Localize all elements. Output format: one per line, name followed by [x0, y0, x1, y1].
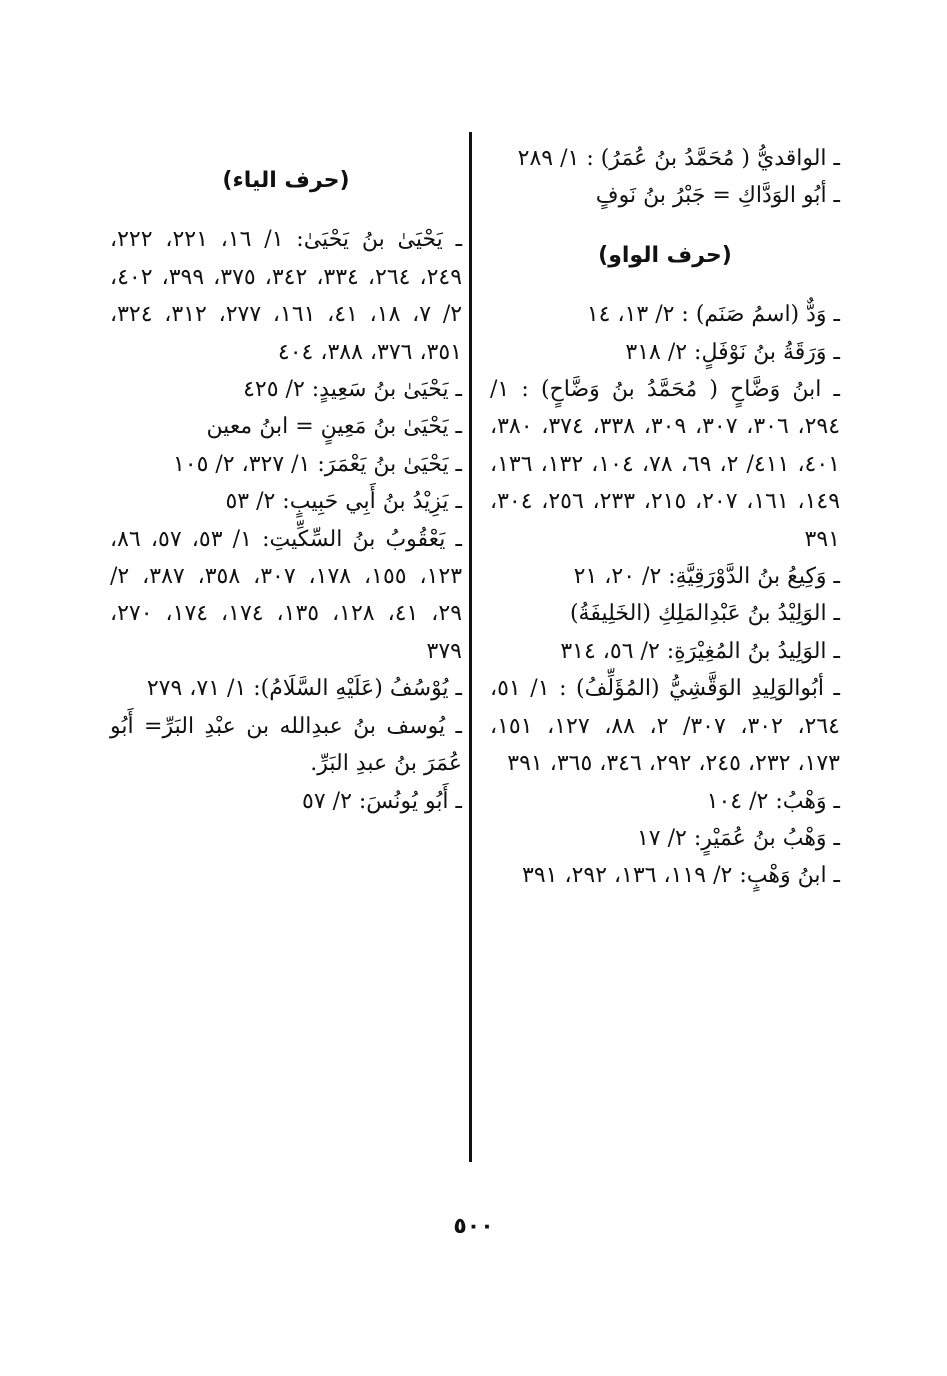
index-entry: ـ الواقديُّ ( مُحَمَّدُ بنُ عُمَرُ) : ١/ ٢٨٩ — [517, 146, 840, 171]
index-entry: ـ الوَلِيدُ بنُ المُغِيْرَةِ: ٢/ ٥٦، ٣١٤ — [560, 638, 840, 664]
index-entry: ـ يُوسف بنُ عبدِالله بن عبْدِ البَرِّ= أَبُو عُمَرَ بنُ عبدِ البَرِّ. — [110, 713, 462, 777]
index-entry: ـ وَهْبُ: ٢/ ١٠٤ — [706, 788, 840, 814]
index-entry: ـ يَحْيَىٰ بنُ يَحْيَىٰ: ١/ ١٦، ٢٢١، ٢٢٢، ٢٤٩، ٢٦٤، ٣٣٤، ٣٤٢، ٣٧٥، ٣٩٩، ٤٠٢، ٢/ ٧، ١٨، ٤١، ١٦١، ٢٧٧، ٣١٢، ٣٢٤، ٣٥١، ٣٧٦، ٣٨٨، ٤٠٤ — [110, 227, 463, 365]
right-column — [490, 140, 840, 895]
index-entry: ـ أَبُو يُونُسَ: ٢/ ٥٧ — [302, 788, 462, 814]
page-number: ٥٠٠ — [453, 1214, 494, 1239]
index-entry: ـ يَزِيْدُ بنُ أَبِي حَبِيبٍ: ٢/ ٥٣ — [225, 489, 462, 515]
index-entry: ـ يَحْيَىٰ بنُ سَعِيدٍ: ٢/ ٤٢٥ — [243, 377, 462, 403]
index-entry: ـ يَحْيَىٰ بنُ مَعِينٍ = ابنُ معين — [206, 414, 462, 440]
index-entry: ـ ابنُ وَضَّاحٍ ( مُحَمَّدُ بنُ وَضَّاحٍ) : ١/ ٢٩٤، ٣٠٦، ٣٠٧، ٣٠٩، ٣٣٨، ٣٧٤، ٣٨٠، ٤٠١، ٤١١/ ٢، ٦٩، ٧٨، ١٠٤، ١٣٢، ١٣٦، ١٤٩، ١٦١، ٢٠٧، ٢١٥، ٢٣٣، ٢٥٦، ٣٠٤، ٣٩١ — [490, 377, 841, 552]
section-heading-waw: (حرف الواو) — [598, 242, 732, 268]
index-entry: ـ وَدٌّ (اسمُ صَنَم) : ٢/ ١٣، ١٤ — [586, 302, 840, 328]
index-entry: ـ يُوْسُفُ (عَلَيْهِ السَّلَامُ): ١/ ٧١، ٢٧٩ — [146, 676, 462, 702]
index-entry: ـ أبُوالوَلِيدِ الوَقَّشِيُّ (المُؤَلِّفُ) : ١/ ٥١، ٢٦٤، ٣٠٢، ٣٠٧/ ٢، ٨٨، ١٢٧، ١٥١، ١٧٣، ٢٣٢، ٢٤٥، ٢٩٢، ٣٤٦، ٣٦٥، ٣٩١ — [490, 676, 841, 777]
index-entry: ـ يَحْيَىٰ بنُ يَعْمَرَ: ١/ ٣٢٧، ٢/ ١٠٥ — [172, 451, 462, 477]
index-entry: ـ وَرَقَةُ بنُ نَوْفَلٍ: ٢/ ٣١٨ — [625, 339, 840, 365]
index-entry: ـ أبُو الوَدَّاكِ = جَبْرُ بنُ نَوفٍ — [595, 183, 840, 209]
left-column — [110, 140, 462, 820]
index-entry: ـ وَكِيعُ بنُ الدَّوْرَقِيَّةِ: ٢/ ٢٠، ٢١ — [573, 564, 840, 590]
column-divider — [469, 132, 472, 1162]
section-heading-ya: (حرف الياء) — [222, 168, 350, 193]
index-entry: ـ ابنُ وَهْبٍ: ٢/ ١١٩، ١٣٦، ٢٩٢، ٣٩١ — [522, 863, 840, 889]
index-entry: ـ الوَلِيْدُ بنُ عَبْدِالمَلِكِ (الخَلِيفَةُ) — [569, 601, 840, 627]
index-entry: ـ يَعْقُوبُ بنُ السِّكِّيتِ: ١/ ٥٣، ٥٧، ٨٦، ١٢٣، ١٥٥، ١٧٨، ٣٠٧، ٣٥٨، ٣٨٧، ٢/ ٢٩، ٤١، ١٢٨، ١٣٥، ١٧٤، ١٧٤، ٢٧٠، ٣٧٩ — [110, 526, 463, 664]
index-entry: ـ وَهْبُ بنُ عُمَيْرٍ: ٢/ ١٧ — [636, 825, 840, 851]
